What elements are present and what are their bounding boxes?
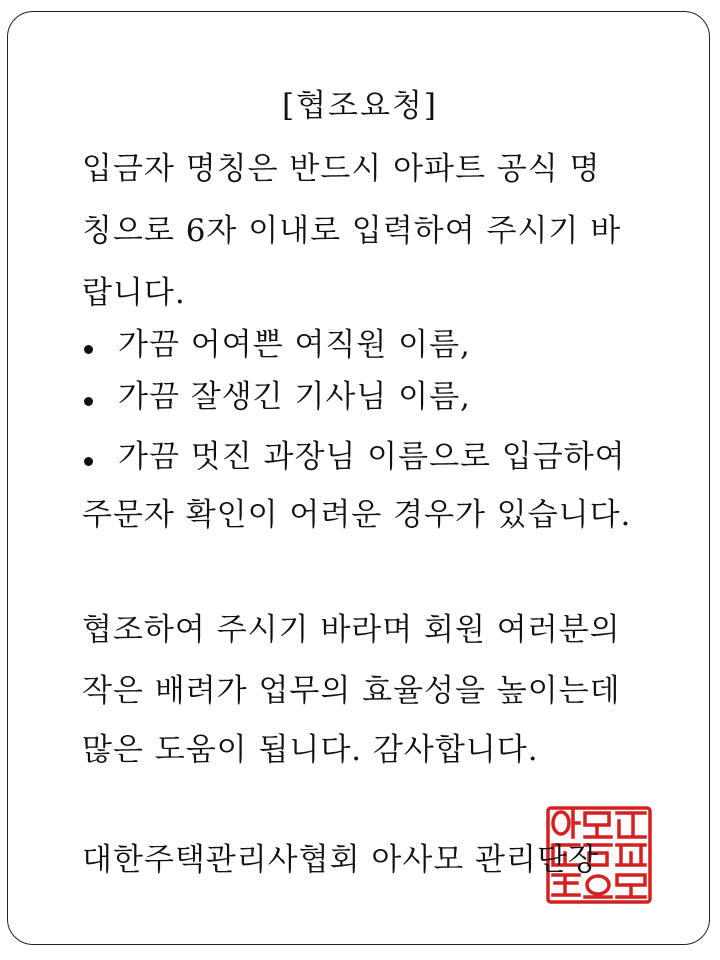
- bullet-dot-3: [84, 457, 93, 466]
- paragraph2-line1: 협조하여 주시기 바라며 회원 여러분의: [82, 612, 621, 648]
- paragraph1-line1: 입금자 명칭은 반드시 아파트 공식 명: [82, 151, 601, 187]
- paragraph1-line2: 칭으로 6자 이내로 입력하여 주시기 바: [82, 213, 622, 249]
- paragraph2-line3: 많은 도움이 됩니다. 감사합니다.: [82, 732, 539, 768]
- bullet-dot-1: [84, 345, 93, 354]
- paragraph2-line2: 작은 배려가 업무의 효율성을 높이는데: [82, 673, 621, 709]
- bullet-item-1: 가끔 어여쁜 여직원 이름,: [118, 327, 471, 363]
- after-bullets-line: 주문자 확인이 어려운 경우가 있습니다.: [82, 497, 632, 533]
- notice-title: [협조요청]: [282, 88, 438, 124]
- bullet-dot-2: [84, 397, 93, 406]
- closing-signature-line: 대한주택관리사협회 아사모 관리단장: [82, 842, 599, 878]
- paragraph1-line3: 랍니다.: [82, 275, 186, 311]
- bullet-item-2: 가끔 잘생긴 기사님 이름,: [118, 379, 471, 415]
- bullet-item-3: 가끔 멋진 과장님 이름으로 입금하여: [118, 439, 626, 475]
